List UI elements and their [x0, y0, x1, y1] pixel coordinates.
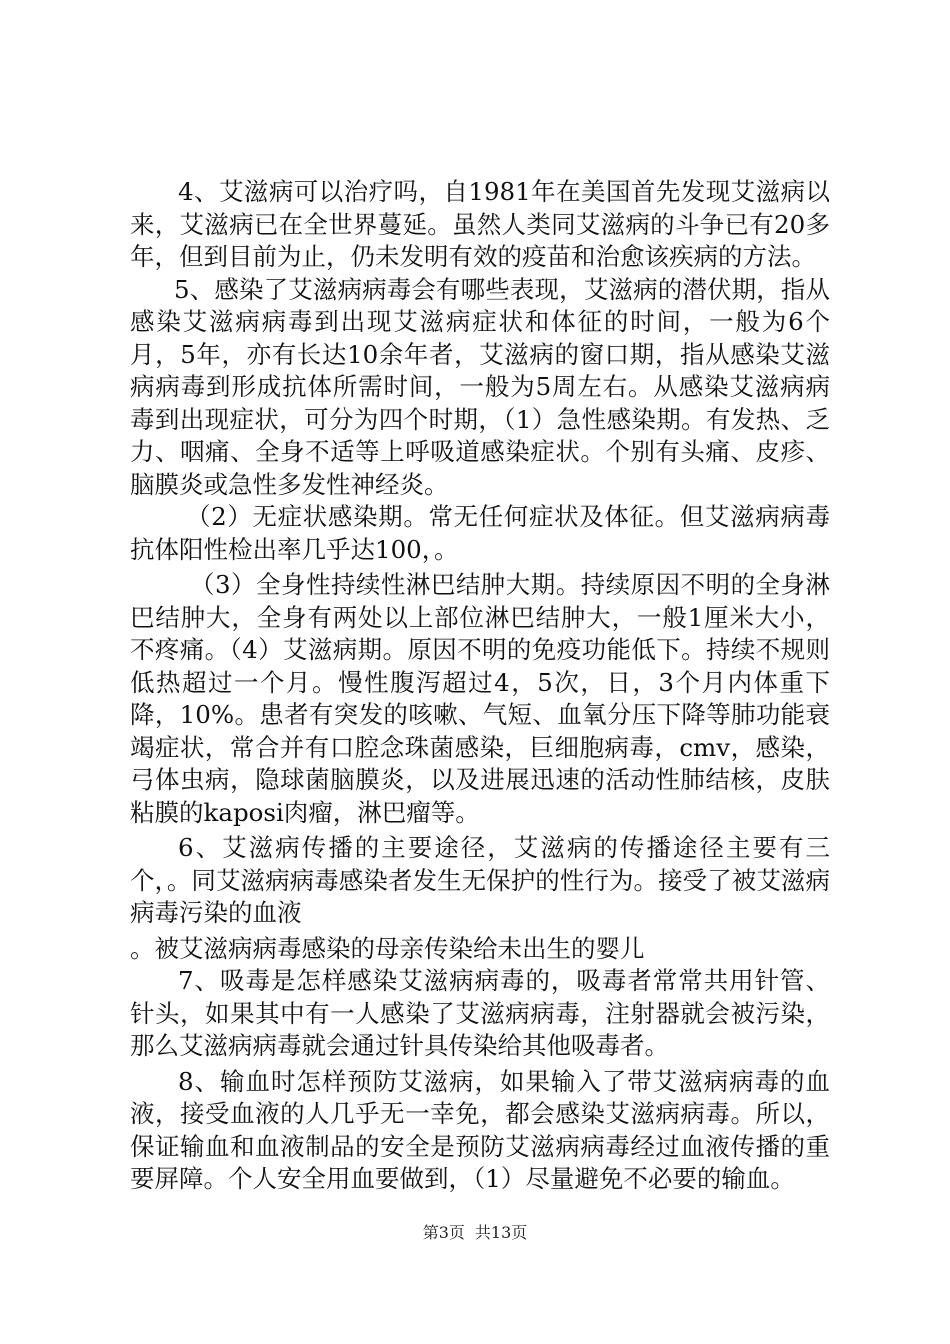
paragraph-stage-2: （2）无症状感染期。常无任何症状及体征。但艾滋病病毒抗体阳性检出率几乎达100，。 — [130, 502, 830, 564]
paragraph-8: 8、输血时怎样预防艾滋病，如果输入了带艾滋病病毒的血液，接受血液的人几乎无一幸免，都会感染艾滋病病毒。所以，保证输血和血液制品的安全是预防艾滋病病毒经过血液传播的重要屏障。个人安全用血要做到，（1）尽量避免不必要的输血。 — [130, 1066, 830, 1193]
paragraph-6-continued: 。被艾滋病病毒感染的母亲传染给未出生的婴儿 — [130, 933, 645, 963]
paragraph-stage-3-4: （3）全身性持续性淋巴结肿大期。持续原因不明的全身淋巴结肿大，全身有两处以上部位淋巴结肿大，一般1厘米大小，不疼痛。（4）艾滋病期。原因不明的免疫功能低下。持续不规则低热超过一个月。慢性腹泻超过4，5次，日，3个月内体重下降，10%。患者有突发的咳嗽、气短、血氧分压下降等肺功能衰竭症状，常合并有口腔念珠菌感染，巨细胞病毒，cmv，感染，弓体虫病，隐球菌脑膜炎，以及进展迅速的活动性肺结核，皮肤粘膜的kaposi肉瘤，淋巴瘤等。 — [130, 570, 830, 827]
page-number: 第3页 — [422, 1223, 465, 1242]
page-footer — [0, 1220, 950, 1243]
paragraph-5: 5、感染了艾滋病病毒会有哪些表现，艾滋病的潜伏期，指从感染艾滋病病毒到出现艾滋病症状和体征的时间，一般为6个月，5年，亦有长达10余年者，艾滋病的窗口期，指从感染艾滋病病毒到形成抗体所需时间，一般为5周左右。从感染艾滋病病毒到出现症状，可分为四个时期，（1）急性感染期。有发热、乏力、咽痛、全身不适等上呼吸道感染症状。个别有头痛、皮疹、脑膜炎或急性多发性神经炎。 — [130, 274, 830, 499]
paragraph-6: 6、艾滋病传播的主要途径，艾滋病的传播途径主要有三个，。同艾滋病病毒感染者发生无保护的性行为。接受了被艾滋病病毒污染的血液 — [130, 833, 830, 927]
document-body — [130, 176, 830, 1196]
paragraph-4: 4、艾滋病可以治疗吗，自1981年在美国首先发现艾滋病以来，艾滋病已在全世界蔓延。虽然人类同艾滋病的斗争已有20多年，但到目前为止，仍未发明有效的疫苗和治愈该疾病的方法。 — [130, 177, 830, 271]
paragraph-7: 7、吸毒是怎样感染艾滋病病毒的，吸毒者常常共用针管、针头，如果其中有一人感染了艾滋病病毒，注射器就会被污染，那么艾滋病病毒就会通过针具传染给其他吸毒者。 — [130, 966, 830, 1060]
page-total: 共13页 — [474, 1223, 528, 1242]
